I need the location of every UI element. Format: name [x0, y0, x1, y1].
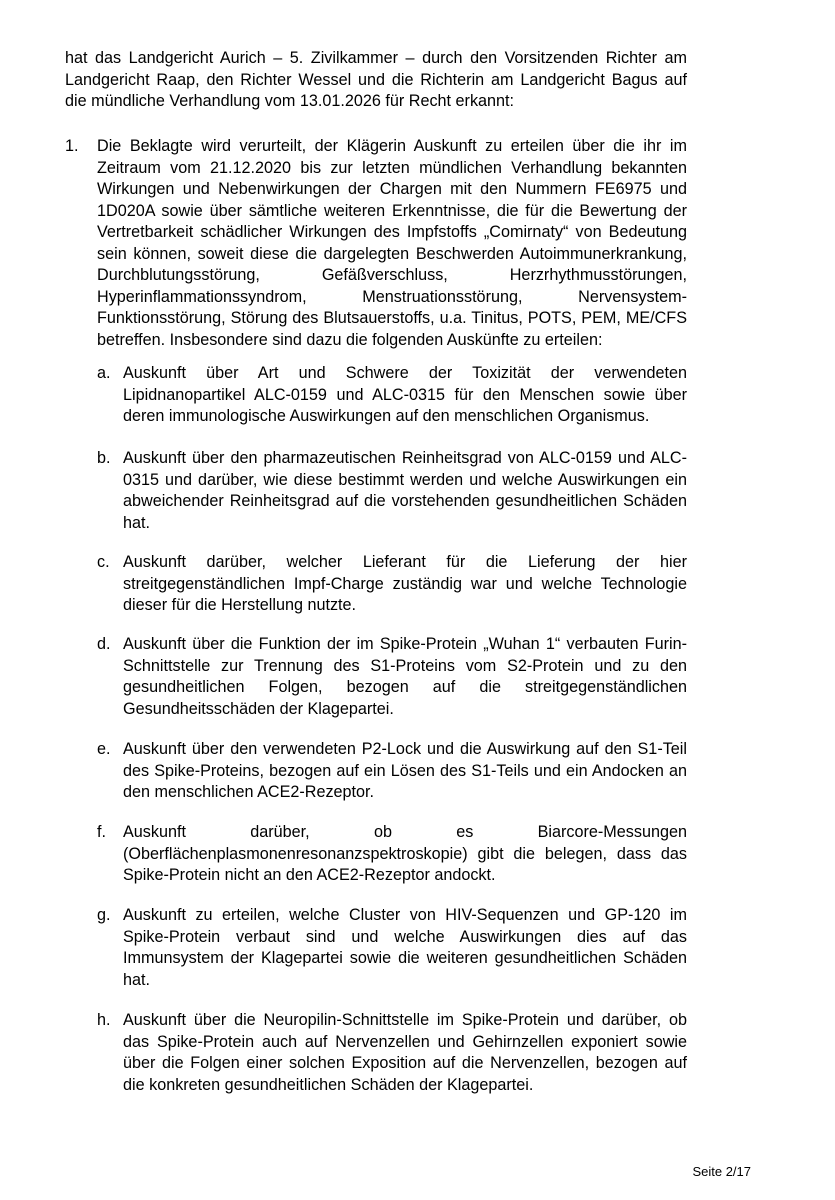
- subitem-text: Auskunft über die Neuropilin-Schnittstelle im Spike-Protein und darüber, ob das Spike-Protein auch auf Nervenzellen und Gehirnzellen exponiert sowie über die Folgen einer solchen Exposition auf die Nervenzellen, bezogen auf die konkreten gesundheitlichen Schäden der Klagepartei.: [123, 1011, 687, 1094]
- subitem-text: Auskunft über Art und Schwere der Toxizität der verwendeten Lipidnanopartikel ALC-0159 und ALC-0315 für den Menschen sowie über deren immunologische Auswirkungen auf den menschlichen Organismus.: [123, 364, 687, 425]
- subitem-letter: g.: [97, 906, 111, 924]
- subitem-g: [97, 905, 687, 991]
- subitem-letter: a.: [97, 364, 111, 382]
- subitem-text: Auskunft darüber, ob es Biarcore-Messungen (Oberflächenplasmonenresonanzspektroskopie) gibt die belegen, dass das Spike-Protein nicht an den ACE2-Rezeptor andockt.: [123, 823, 687, 884]
- page-number: Seite 2/17: [692, 1164, 751, 1179]
- subitem-text: Auskunft über den pharmazeutischen Reinheitsgrad von ALC-0159 und ALC-0315 und darüber, wie diese bestimmt werden und welche Auswirkungen ein abweichender Reinheitsgrad auf die vorstehenden gesundheitlichen Schäden hat.: [123, 449, 687, 532]
- subitem-b: [97, 448, 687, 534]
- subitem-a: [97, 363, 687, 428]
- intro-paragraph: hat das Landgericht Aurich – 5. Zivilkammer – durch den Vorsitzenden Richter am Landgericht Raap, den Richter Wessel und die Richterin am Landgericht Bagus auf die mündliche Verhandlung vom 13.01.2026 für Recht erkannt:: [65, 49, 687, 110]
- subitem-text: Auskunft zu erteilen, welche Cluster von HIV-Sequenzen und GP-120 im Spike-Protein verbaut sind und welche Auswirkungen dies auf das Immunsystem der Klagepartei sowie die weiteren gesundheitlichen Schäden hat.: [123, 906, 687, 989]
- subitem-h: [97, 1010, 687, 1096]
- list-item-number: 1.: [65, 137, 79, 155]
- subitem-text: Auskunft über den verwendeten P2-Lock und die Auswirkung auf den S1-Teil des Spike-Proteins, bezogen auf ein Lösen des S1-Teils und ein Andocken an den menschlichen ACE2-Rezeptor.: [123, 740, 687, 801]
- subitem-letter: e.: [97, 740, 111, 758]
- subitem-letter: d.: [97, 635, 111, 653]
- subitem-c: [97, 552, 687, 617]
- list-item-1: [65, 136, 687, 351]
- subitem-letter: b.: [97, 449, 111, 467]
- subitem-letter: h.: [97, 1011, 111, 1029]
- subitem-letter: f.: [97, 823, 106, 841]
- list-item-text: Die Beklagte wird verurteilt, der Klägerin Auskunft zu erteilen über die ihr im Zeitraum vom 21.12.2020 bis zur letzten mündlichen Verhandlung bekannten Wirkungen und Nebenwirkungen der Chargen mit den Nummern FE6975 und 1D020A sowie über sämtliche weiteren Erkenntnisse, die für die Bewertung der Vertretbarkeit schädlicher Wirkungen des Impfstoffs „Comirnaty“ von Bedeutung sein können, soweit diese die dargelegten Beschwerden Autoimmunerkrankung, Durchblutungsstörung, Gefäßverschluss, Herzrhythmusstörungen, Hyperinflammationssyndrom, Menstruationsstörung, Nervensystem-Funktionsstörung, Störung des Blutsauerstoffs, u.a. Tinitus, POTS, PEM, ME/CFS betreffen. Insbesondere sind dazu die folgenden Auskünfte zu erteilen:: [97, 137, 687, 349]
- subitem-d: [97, 634, 687, 720]
- subitem-letter: c.: [97, 553, 110, 571]
- subitem-e: [97, 739, 687, 804]
- subitem-f: [97, 822, 687, 887]
- subitem-text: Auskunft über die Funktion der im Spike-Protein „Wuhan 1“ verbauten Furin-Schnittstelle zur Trennung des S1-Proteins vom S2-Protein und zu den gesundheitlichen Folgen, bezogen auf die streitgegenständlichen Gesundheitsschäden der Klagepartei.: [123, 635, 687, 718]
- subitem-text: Auskunft darüber, welcher Lieferant für die Lieferung der hier streitgegenständlichen Impf-Charge zuständig war und welche Technologie dieser für die Herstellung nutzte.: [123, 553, 687, 614]
